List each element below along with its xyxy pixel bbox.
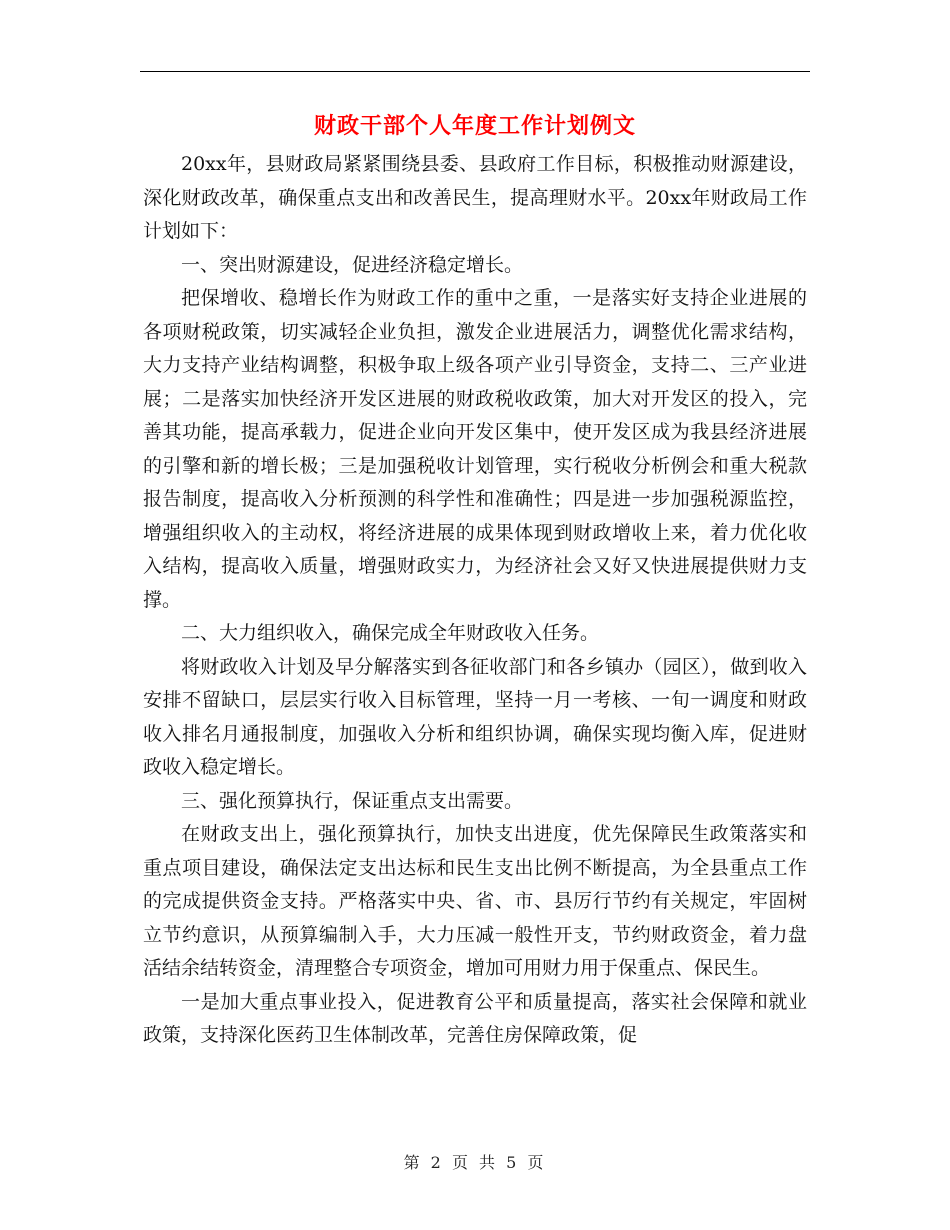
section-heading-1: 一、突出财源建设，促进经济稳定增长。 xyxy=(181,253,524,276)
paragraph-section-2: 将财政收入计划及早分解落实到各征收部门和各乡镇办（园区），做到收入安排不留缺口，层层实行收入目标管理，坚持一月一考核、一旬一调度和财政收入排名月通报制度，加强收入分析和组织协调，确保实现均衡入库，促进财政收入稳定增长。 xyxy=(143,655,807,778)
paragraph-section-3-continued: 一是加大重点事业投入，促进教育公平和质量提高，落实社会保障和就业政策，支持深化医药卫生体制改革，完善住房保障政策，促 xyxy=(143,990,807,1046)
document-title: 财政干部个人年度工作计划例文 xyxy=(313,113,636,139)
paragraph-section-3: 在财政支出上，强化预算执行，加快支出进度，优先保障民生政策落实和重点项目建设，确保法定支出达标和民生支出比例不断提高，为全县重点工作的完成提供资金支持。严格落实中央、省、市、县厉行节约有关规定，牢固树立节约意识，从预算编制入手，大力压减一般性开支，节约财政资金，着力盘活结余结转资金，清理整合专项资金，增加可用财力用于保重点、保民生。 xyxy=(143,823,807,979)
header-rule xyxy=(140,71,810,72)
section-heading-3: 三、强化预算执行，保证重点支出需要。 xyxy=(181,789,524,812)
paragraph-intro: 20xx年，县财政局紧紧围绕县委、县政府工作目标，积极推动财源建设，深化财政改革，确保重点支出和改善民生，提高理财水平。20xx年财政局工作计划如下： xyxy=(143,153,807,242)
document-body xyxy=(143,148,807,1053)
section-heading-2: 二、大力组织收入，确保完成全年财政收入任务。 xyxy=(181,622,600,644)
paragraph-section-1: 把保增收、稳增长作为财政工作的重中之重，一是落实好支持企业进展的各项财税政策，切实减轻企业负担，激发企业进展活力，调整优化需求结构，大力支持产业结构调整，积极争取上级各项产业引导资金，支持二、三产业进展；二是落实加快经济开发区进展的财政税收政策，加大对开发区的投入，完善其功能，提高承载力，促进企业向开发区集中，使开发区成为我县经济进展的引擎和新的增长极；三是加强税收计划管理，实行税收分析例会和重大税款报告制度，提高收入分析预测的科学性和准确性；四是进一步加强税源监控，增强组织收入的主动权，将经济进展的成果体现到财政增收上来，着力优化收入结构，提高收入质量，增强财政实力，为经济社会又好又快进展提供财力支撑。 xyxy=(143,287,807,611)
page-number: 第 2 页 共 5 页 xyxy=(403,1153,547,1172)
